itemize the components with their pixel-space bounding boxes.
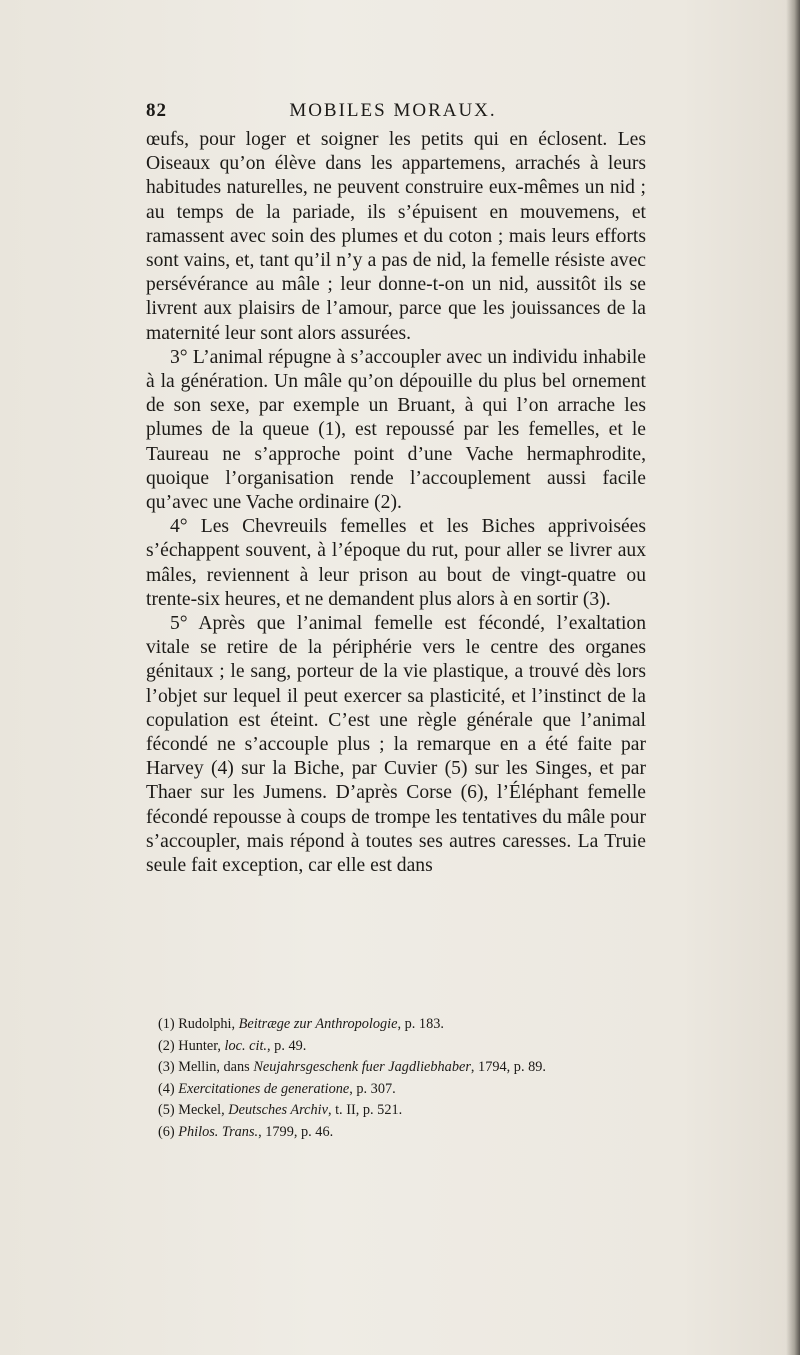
- footnote: (4) Exercitationes de generatione, p. 307.: [158, 1080, 396, 1097]
- footnote: (2) Hunter, loc. cit., p. 49.: [158, 1037, 307, 1054]
- page-edge-shadow: [786, 0, 800, 1355]
- running-title: MOBILES MORAUX.: [289, 100, 497, 121]
- paragraph: 3° L’animal répugne à s’accoupler avec un individu inhabile à la génération. Un mâle qu’on dépouille du plus bel ornement de son sexe, par exemple un Bruant, à qui l’on arrache les plumes de la queue (1), est repoussé par les femelles, et le Taureau ne s’approche point d’une Vache hermaphrodite, quoique l’organisation rende l’accouplement aussi facile qu’avec une Vache ordinaire (2).: [146, 346, 646, 514]
- page-number: 82: [146, 100, 167, 121]
- page-header: [146, 100, 640, 126]
- paragraph: 5° Après que l’animal femelle est fécondé, l’exaltation vitale se retire de la périphérie vers le centre des organes génitaux ; le sang, porteur de la vie plastique, a trouvé dès lors l’objet sur lequel il peut exercer sa plasticité, et l’instinct de la copulation est éteint. C’est une règle générale que l’animal fécondé ne s’accouple plus ; la remarque en a été faite par Harvey (4) sur la Biche, par Cuvier (5) sur les Singes, et par Thaer sur les Jumens. D’après Corse (6), l’Éléphant femelle fécondé repousse à coups de trompe les tentatives du mâle pour s’accoupler, mais répond à toutes ses autres caresses. La Truie seule fait exception, car elle est dans: [146, 613, 646, 877]
- footnotes: [158, 1014, 658, 1143]
- paragraph: 4° Les Chevreuils femelles et les Biches apprivoisées s’échappent souvent, à l’époque du rut, pour aller se livrer aux mâles, reviennent à leur prison au bout de vingt-quatre ou trente-six heures, et ne demandent plus alors à en sortir (3).: [146, 516, 646, 610]
- paragraph: œufs, pour loger et soigner les petits qui en éclosent. Les Oiseaux qu’on élève dans les appartemens, arrachés à leurs habitudes naturelles, ne peuvent construire eux-mêmes un nid ; au temps de la pariade, ils s’épuisent en mouvemens, et ramassent avec soin des plumes et du coton ; mais leurs efforts sont vains, et, tant qu’il n’y a pas de nid, la femelle résiste avec persévérance au mâle ; leur donne-t-on un nid, aussitôt ils se livrent aux plaisirs de l’amour, parce que les jouissances de la maternité leur sont alors assurées.: [146, 129, 646, 344]
- footnote: (1) Rudolphi, Beitræge zur Anthropologie, p. 183.: [158, 1016, 444, 1032]
- footnote: (5) Meckel, Deutsches Archiv, t. II, p. 521.: [158, 1102, 403, 1118]
- footnote: (6) Philos. Trans., 1799, p. 46.: [158, 1123, 334, 1140]
- footnote: (3) Mellin, dans Neujahrsgeschenk fuer Jagdliebhaber, 1794, p. 89.: [158, 1059, 546, 1075]
- body-text: [146, 128, 646, 878]
